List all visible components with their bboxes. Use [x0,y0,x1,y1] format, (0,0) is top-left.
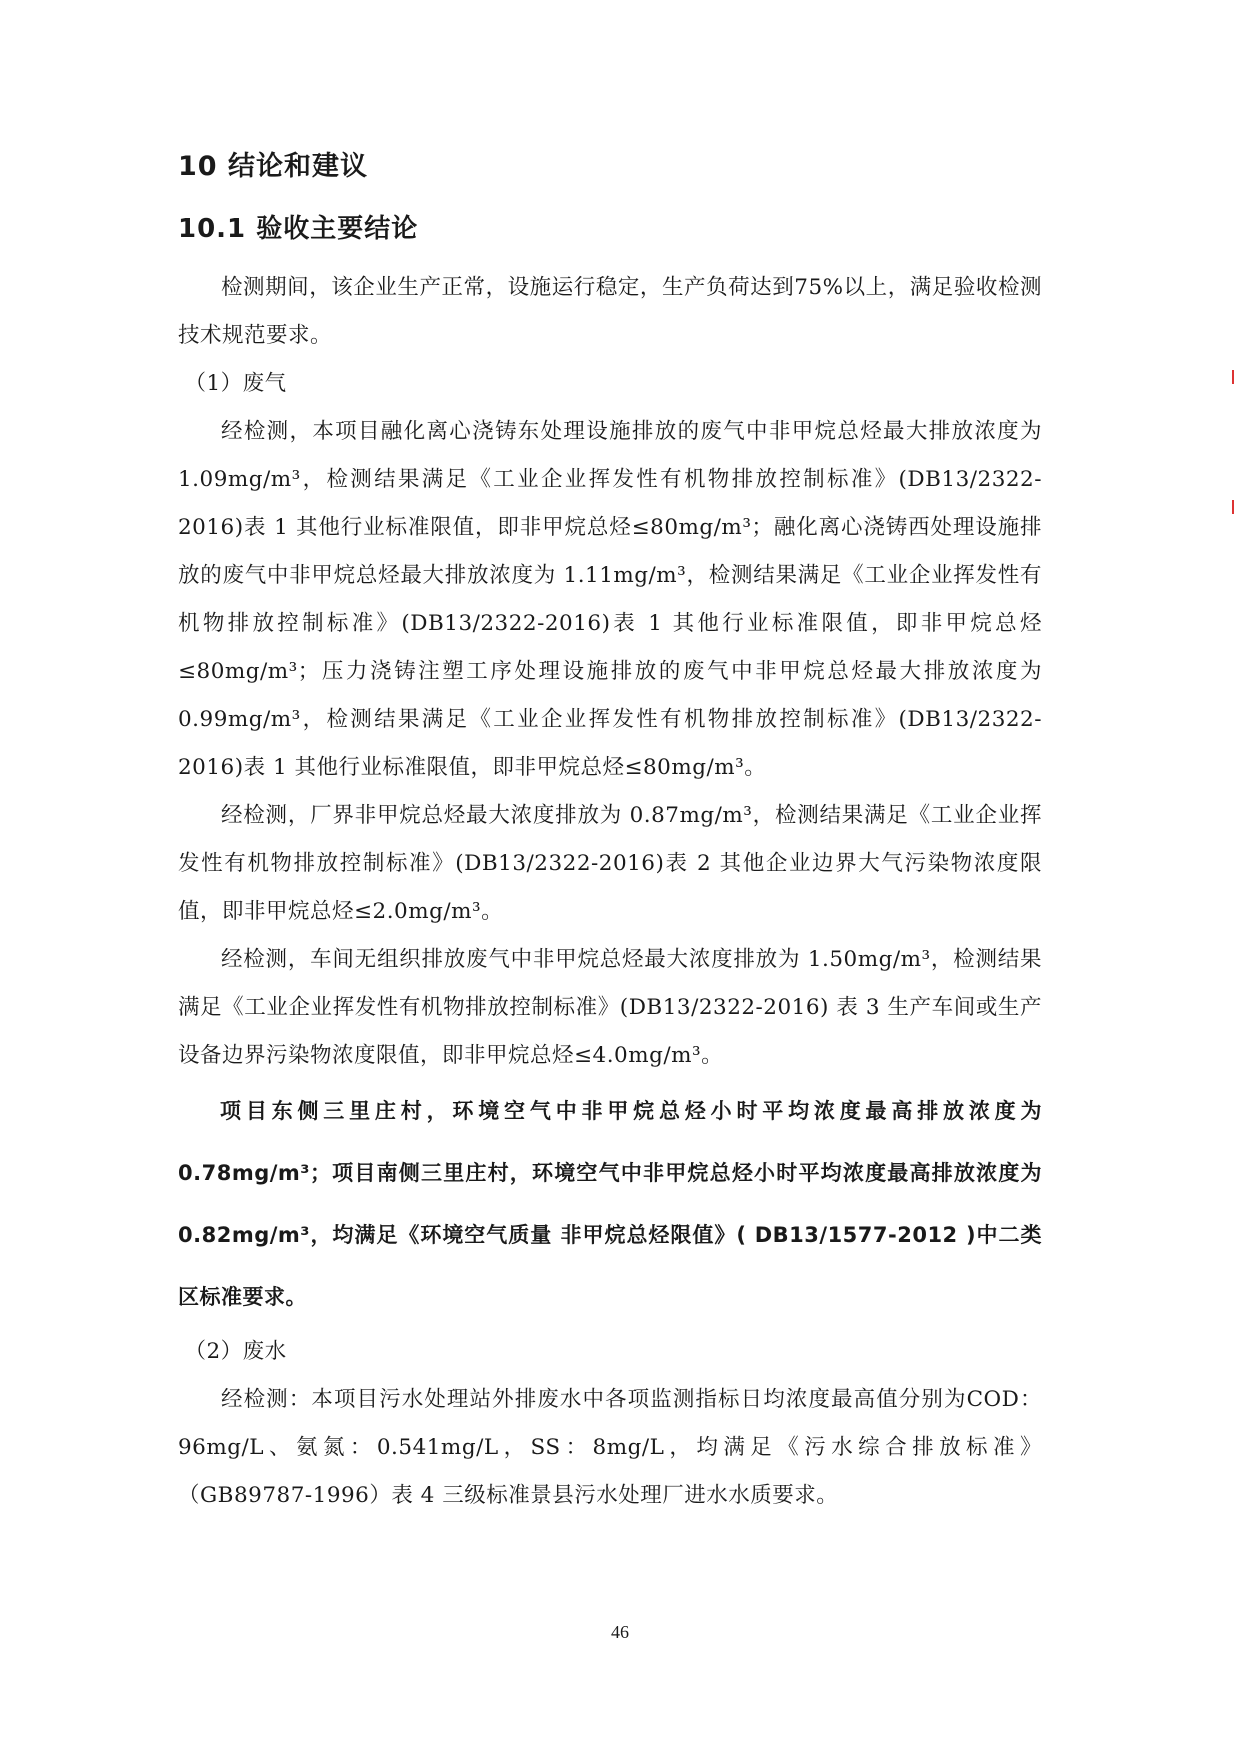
section-heading: 10.1 验收主要结论 [178,214,419,244]
gas-paragraph-2: 经检测，厂界非甲烷总烃最大浓度排放为 0.87mg/m³，检测结果满足《工业企业挥发性有机物排放控制标准》(DB13/2322-2016)表 2 其他企业边界大气污染物浓度限值，即非甲烷总烃≤2.0mg/m³。 [178,803,1042,924]
page-number: 46 [611,1622,629,1642]
gas-paragraph-4: 项目东侧三里庄村，环境空气中非甲烷总烃小时平均浓度最高排放浓度为0.78mg/m³；项目南侧三里庄村，环境空气中非甲烷总烃小时平均浓度最高排放浓度为 0.82mg/m³，均满足《环境空气质量 非甲烷总烃限值》( DB13/1577-2012 )中二类区标准要求。 [178,1099,1042,1309]
chapter-heading: 10 结论和建议 [178,151,368,182]
scan-edge-mark [1232,370,1234,384]
intro-paragraph: 检测期间，该企业生产正常，设施运行稳定，生产负荷达到75%以上，满足验收检测技术规范要求。 [178,275,1042,348]
page-content [178,150,1042,1520]
scan-edge-mark [1232,500,1234,514]
subsection-gas-label: （1）废气 [184,371,287,396]
water-paragraph-1: 经检测：本项目污水处理站外排废水中各项监测指标日均浓度最高值分别为COD：96mg/L、氨氮：0.541mg/L，SS：8mg/L，均满足《污水综合排放标准》（GB89787-1996）表 4 三级标准景县污水处理厂进水水质要求。 [178,1387,1042,1508]
gas-paragraph-3: 经检测，车间无组织排放废气中非甲烷总烃最大浓度排放为 1.50mg/m³，检测结果满足《工业企业挥发性有机物排放控制标准》(DB13/2322-2016) 表 3 生产车间或生产设备边界污染物浓度限值，即非甲烷总烃≤4.0mg/m³。 [178,947,1042,1068]
subsection-water-label: （2）废水 [184,1339,287,1364]
gas-paragraph-1: 经检测，本项目融化离心浇铸东处理设施排放的废气中非甲烷总烃最大排放浓度为 1.09mg/m³，检测结果满足《工业企业挥发性有机物排放控制标准》(DB13/2322-2016)表 1 其他行业标准限值，即非甲烷总烃≤80mg/m³；融化离心浇铸西处理设施排放的废气中非甲烷总烃最大排放浓度为 1.11mg/m³，检测结果满足《工业企业挥发性有机物排放控制标准》(DB13/2322-2016)表 1 其他行业标准限值，即非甲烷总烃≤80mg/m³；压力浇铸注塑工序处理设施排放的废气中非甲烷总烃最大排放浓度为 0.99mg/m³，检测结果满足《工业企业挥发性有机物排放控制标准》(DB13/2322-2016)表 1 其他行业标准限值，即非甲烷总烃≤80mg/m³。 [178,419,1042,780]
